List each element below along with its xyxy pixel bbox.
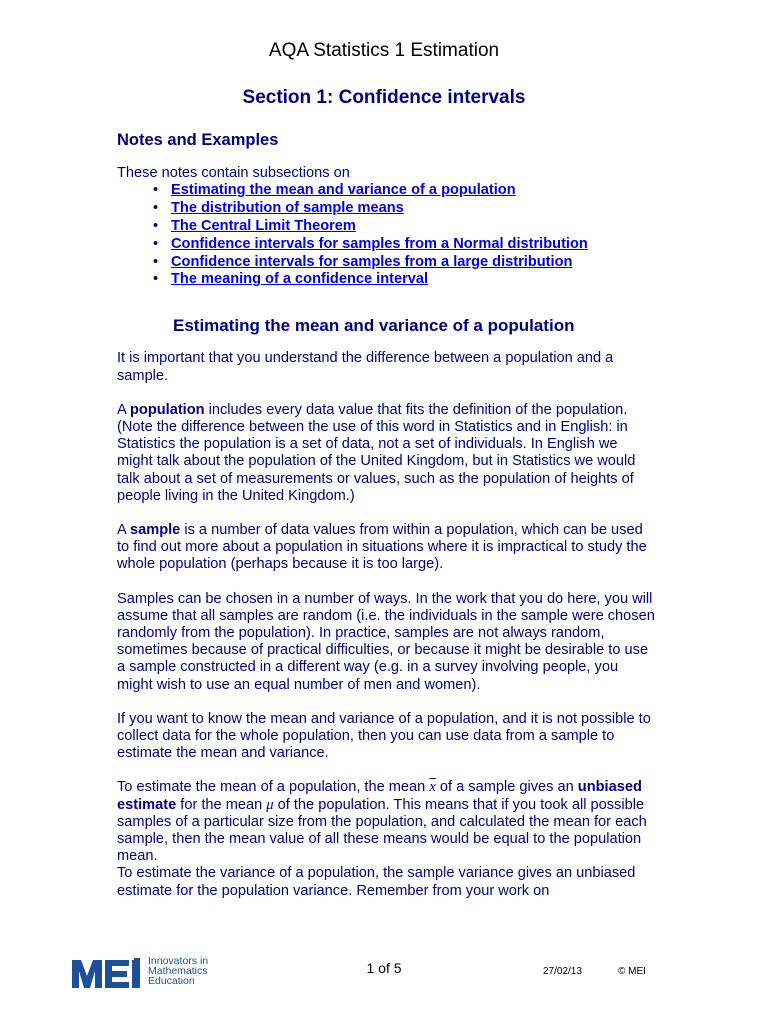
list-item — [153, 236, 657, 254]
document-body — [117, 132, 657, 900]
paragraph-unbiased-variance: To estimate the variance of a population, the sample variance gives an unbiased estimate for the population variance. Remember from your work on — [117, 865, 636, 899]
footer-date: 27/02/13 — [543, 966, 582, 977]
bullet-icon: • — [153, 253, 159, 270]
list-item — [153, 182, 657, 200]
paragraph-sample — [117, 522, 657, 574]
x-bar-symbol: $\overline{x}$ — [429, 779, 436, 796]
subsection-heading: Estimating the mean and variance of a population — [173, 316, 575, 336]
bullet-icon: • — [153, 200, 159, 217]
text-run: includes every data value that fits the definition of the population. (Note the difference between the use of this word in Statistics and in English: in Statistics the population is a set of data, not a set of individuals. In English we might talk about the population of the United Kingdom, but in Statistics we would talk about a set of measurements or values, such as the population of heights of people living in the United Kingdom.) — [117, 401, 636, 504]
bullet-icon: • — [153, 271, 159, 288]
intro-text: These notes contain subsections on — [117, 165, 350, 182]
logo-text-line: Education — [148, 975, 195, 987]
text-run: A — [117, 522, 130, 539]
bullet-icon: • — [153, 235, 159, 252]
text-run: of a sample gives an — [435, 779, 578, 796]
toc-link-estimating-mean-variance[interactable]: Estimating the mean and variance of a population — [171, 182, 516, 199]
toc-link-central-limit-theorem[interactable]: The Central Limit Theorem — [171, 218, 356, 234]
term-population: population — [129, 401, 205, 418]
section-title: Section 1: Confidence intervals — [242, 87, 526, 108]
document-title: AQA Statistics 1 Estimation — [268, 40, 500, 61]
logo-letters: MEI — [72, 956, 74, 957]
toc-link-meaning-ci[interactable]: The meaning of a confidence interval — [171, 271, 429, 288]
subsection-list — [117, 182, 657, 289]
bullet-icon: • — [153, 182, 159, 199]
page-number: 1 of 5 — [366, 960, 402, 976]
bullet-icon: • — [153, 218, 159, 234]
mu-symbol: μ — [266, 796, 274, 813]
list-item — [153, 218, 657, 236]
logo-text-line: Mathematics — [148, 965, 208, 977]
text-run: of the population. This means that if you took all possible samples of a particular size from the population, and calculated the mean for each sample, then the mean value of all these means would be equal to the population mean. — [117, 796, 647, 865]
list-item — [153, 271, 657, 289]
list-item — [153, 254, 657, 272]
text-run: To estimate the mean of a population, the mean — [117, 779, 430, 796]
page-footer — [0, 952, 768, 992]
text-run: A — [117, 401, 130, 418]
paragraph-population-vs-sample: It is important that you understand the difference between a population and a sample. — [117, 350, 614, 384]
term-sample: sample — [129, 522, 181, 539]
term-unbiased-estimate: unbiased estimate — [117, 779, 642, 813]
paragraph-population — [117, 402, 657, 505]
paragraph-sampling-methods: Samples can be chosen in a number of ways. In the work that you do here, you will assume that all samples are random (i.e. the individuals in the sample were chosen randomly from the population). In practice, samples are not always random, sometimes because of practical difficulties, or because it might be desirable to use a sample constructed in a different way (e.g. in a survey involving people, you might wish to use an equal number of men and women). — [117, 590, 655, 693]
toc-link-ci-large[interactable]: Confidence intervals for samples from a large distribution — [171, 253, 573, 270]
text-run: is a number of data values from within a population, which can be used to find out more about a population in situations where it is impractical to study the whole population (perhaps because it is too large). — [117, 522, 647, 573]
toc-link-sample-means[interactable]: The distribution of sample means — [171, 200, 404, 217]
list-item — [153, 200, 657, 218]
text-run: for the mean — [176, 796, 267, 813]
logo-text-line: Innovators in — [148, 955, 209, 967]
paragraph-estimation: If you want to know the mean and variance of a population, and it is not possible to collect data for the whole population, then you can use data from a sample to estimate the mean and variance. — [117, 710, 651, 762]
paragraph-unbiased-mean — [117, 779, 657, 865]
notes-heading: Notes and Examples — [117, 131, 279, 149]
footer-copyright: © MEI — [618, 966, 646, 977]
toc-link-ci-normal[interactable]: Confidence intervals for samples from a Normal distribution — [171, 235, 588, 252]
